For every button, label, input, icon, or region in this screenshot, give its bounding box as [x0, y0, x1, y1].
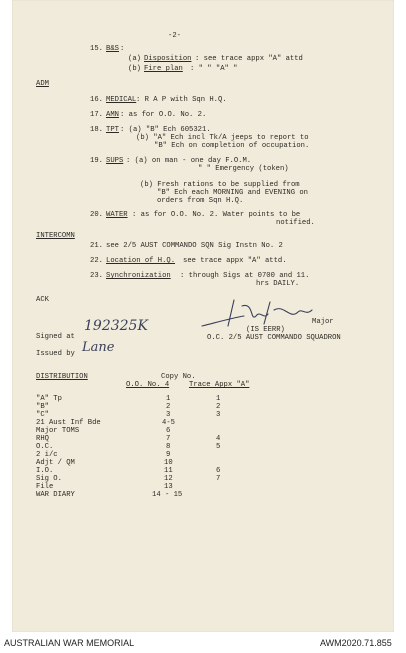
dist-row-oo: 8: [166, 443, 171, 451]
dist-row-name: Sig O.: [36, 475, 62, 483]
signatory-name: (IS EERR): [246, 326, 285, 334]
dist-row-name: 2 i/c: [36, 451, 58, 459]
dist-row-oo: 1: [166, 395, 171, 403]
issued-by-label: Issued by: [36, 350, 75, 358]
item-20-label: WATER: [106, 211, 128, 219]
dist-row-name: O.C.: [36, 443, 54, 451]
dist-row-trace: 2: [216, 403, 221, 411]
dist-row-oo: 3: [166, 411, 171, 419]
item-19-number: 19.: [90, 157, 103, 165]
adm-heading: ADM: [36, 80, 49, 88]
item-20-number: 20.: [90, 211, 103, 219]
intercomn-heading: INTERCOMN: [36, 232, 75, 240]
ack-label: ACK: [36, 296, 49, 304]
item-22-label: Location of H.Q.: [106, 257, 176, 265]
item-15-label: B&S: [106, 45, 119, 53]
footer-institution: AUSTRALIAN WAR MEMORIAL: [4, 638, 135, 648]
dist-row-name: RHQ: [36, 435, 49, 443]
item-16-number: 16.: [90, 96, 103, 104]
signed-at-value: 192325K: [84, 318, 148, 334]
item-23-label: Synchronization: [106, 272, 171, 280]
item-20-line2: notified.: [276, 219, 315, 227]
dist-row-trace: 6: [216, 467, 221, 475]
item-18-label: TPT: [106, 126, 119, 134]
dist-row-oo: 11: [164, 467, 173, 475]
item-18-text: : (a) "B" Ech 605321.: [120, 126, 211, 134]
item-17-number: 17.: [90, 111, 103, 119]
dist-row-oo: 4-5: [162, 419, 175, 427]
dist-row-trace: 7: [216, 475, 221, 483]
item-15-number: 15.: [90, 45, 103, 53]
col-trace-heading: Trace Appx "A": [189, 381, 250, 389]
dist-row-oo: 2: [166, 403, 171, 411]
footer-accession-number: AWM2020.71.855: [320, 638, 392, 648]
dist-row-trace: 3: [216, 411, 221, 419]
dist-row-name: WAR DIARY: [36, 491, 75, 499]
item-21-number: 21.: [90, 242, 103, 250]
item-15a-prefix: (a): [128, 55, 141, 63]
dist-row-trace: 4: [216, 435, 221, 443]
item-19a-line2: " " Emergency (token): [198, 165, 289, 173]
item-22-number: 22.: [90, 257, 103, 265]
item-16-label: MEDICAL: [106, 96, 137, 104]
dist-row-name: Major TOMS: [36, 427, 80, 435]
item-15a-text: : see trace appx "A" attd: [195, 55, 303, 63]
distribution-heading: DISTRIBUTION: [36, 373, 88, 381]
copy-no-heading: Copy No.: [161, 373, 196, 381]
item-18b-line1: (b) "A" Ech incl Tk/A jeeps to report to: [136, 134, 309, 142]
signatory-rank: Major: [312, 318, 334, 326]
item-17-text: : as for O.O. No. 2.: [120, 111, 207, 119]
item-16-text: : R A P with Sqn H.Q.: [136, 96, 227, 104]
item-19b-line1: (b) Fresh rations to be supplied from: [140, 181, 300, 189]
item-23-number: 23.: [90, 272, 103, 280]
dist-row-oo: 9: [166, 451, 171, 459]
signatory-title: O.C. 2/5 AUST COMMANDO SQUADRON: [207, 334, 341, 342]
item-18-number: 18.: [90, 126, 103, 134]
dist-row-trace: 5: [216, 443, 221, 451]
dist-row-oo: 14 - 15: [152, 491, 183, 499]
item-19b-line2: "B" Ech each MORNING and EVENING on: [157, 189, 308, 197]
item-21-text: see 2/5 AUST COMMANDO SQN Sig Instn No. 2: [106, 242, 283, 250]
dist-row-oo: 7: [166, 435, 171, 443]
dist-row-oo: 6: [166, 427, 171, 435]
dist-row-oo: 12: [164, 475, 173, 483]
item-18b-line2: "B" Ech on completion of occupation.: [154, 142, 310, 150]
dist-row-trace: 1: [216, 395, 221, 403]
dist-row-name: Adjt / QM: [36, 459, 75, 467]
item-15b-label: Fire plan: [144, 65, 183, 73]
item-17-label: AMN: [106, 111, 119, 119]
issued-by-value: Lane: [82, 340, 115, 355]
page-number: -2-: [168, 32, 181, 40]
dist-row-name: "B": [36, 403, 49, 411]
dist-row-oo: 10: [164, 459, 173, 467]
item-19b-line3: orders from Sqn H.Q.: [157, 197, 244, 205]
item-20-text: : as for O.O. No. 2. Water points to be: [132, 211, 301, 219]
signed-at-label: Signed at: [36, 333, 75, 341]
item-15-colon: :: [120, 45, 125, 53]
dist-row-name: "C": [36, 411, 49, 419]
item-19-label: SUPS: [106, 157, 124, 165]
item-23-line2: hrs DAILY.: [256, 280, 300, 288]
dist-row-name: File: [36, 483, 54, 491]
item-15a-label: Disposition: [144, 55, 192, 63]
col-oo-heading: O.O. No. 4: [126, 381, 170, 389]
item-23-text: : through Sigs at 0700 and 11.: [180, 272, 310, 280]
dist-row-oo: 13: [164, 483, 173, 491]
dist-row-name: 21 Aust Inf Bde: [36, 419, 101, 427]
item-22-text: see trace appx "A" attd.: [183, 257, 287, 265]
dist-row-name: "A" Tp: [36, 395, 62, 403]
item-15b-prefix: (b): [128, 65, 141, 73]
item-15b-text: : " " "A" ": [190, 65, 238, 73]
item-19-text: : (a) on man - one day F.O.M.: [126, 157, 252, 165]
dist-row-name: I.O.: [36, 467, 54, 475]
